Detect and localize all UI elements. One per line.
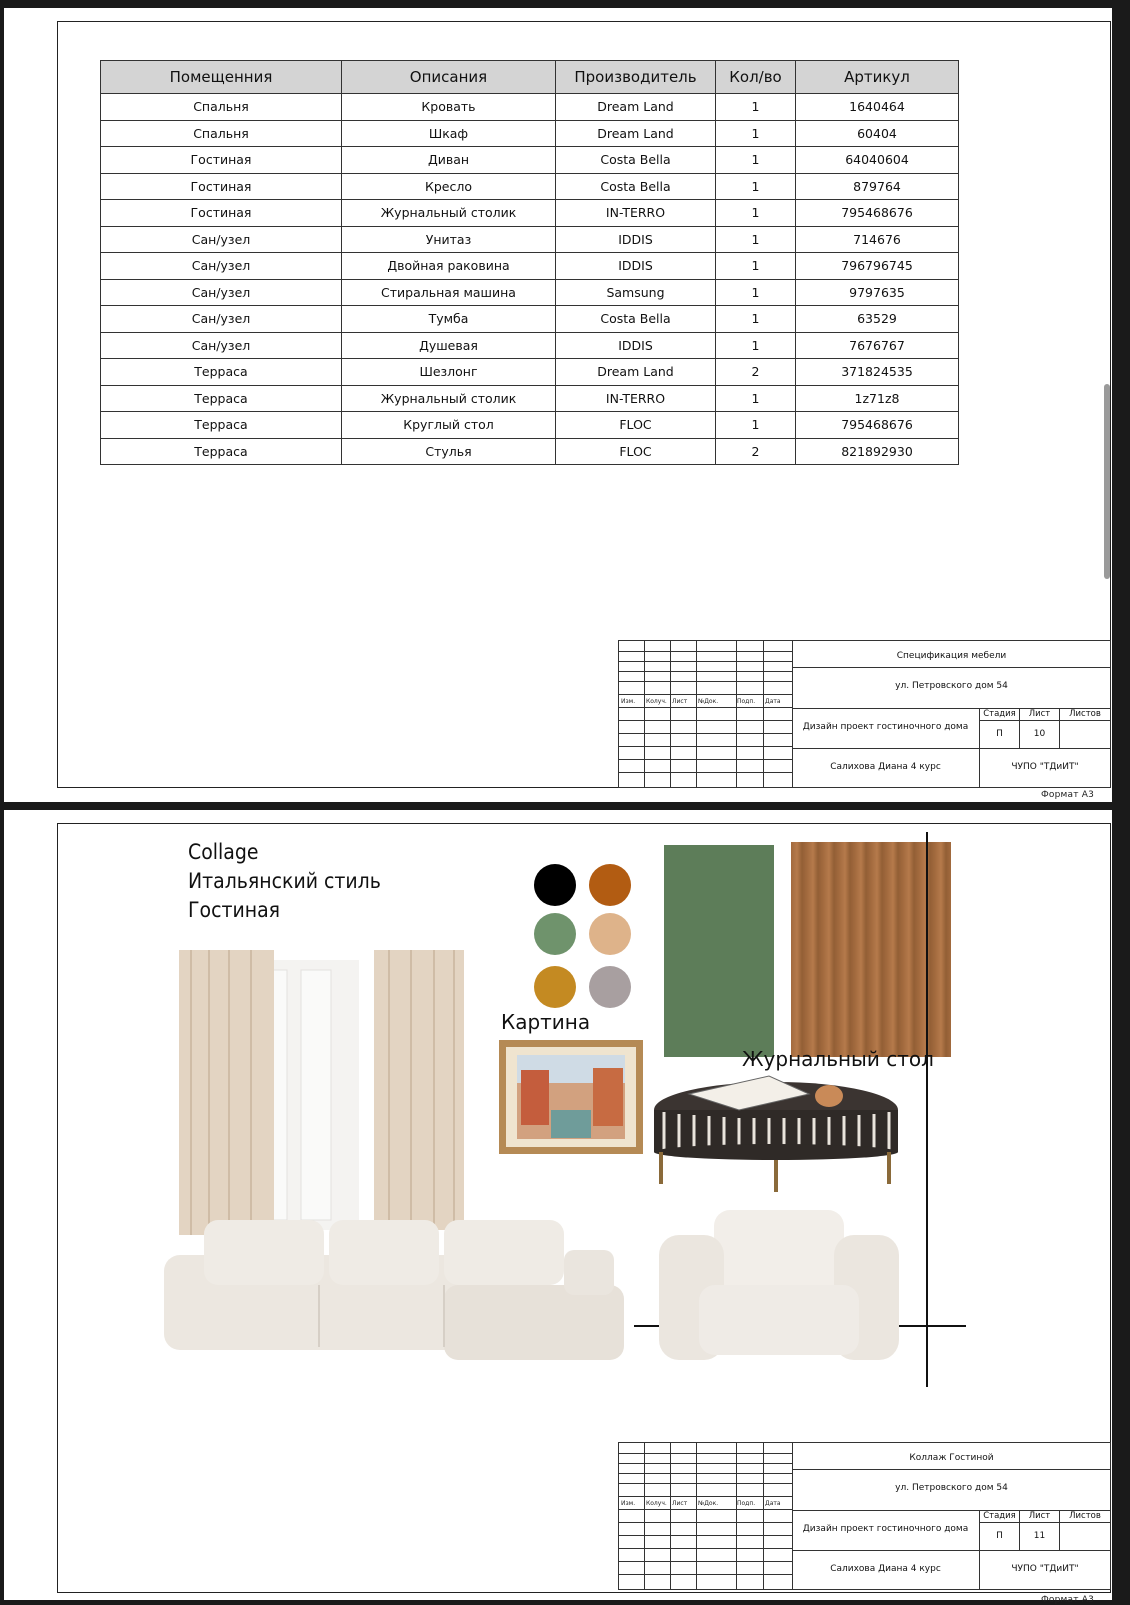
cell-quantity: 1 — [716, 226, 796, 253]
stage-value: П — [996, 1531, 1003, 1541]
cell-description: Тумба — [342, 306, 556, 333]
grid-line — [619, 1473, 792, 1474]
sheet-number: 11 — [1033, 1531, 1046, 1541]
green-plaster-material — [664, 845, 774, 1057]
cell-manufacturer: Dream Land — [556, 359, 716, 386]
table-row — [101, 226, 959, 253]
cell-manufacturer: Samsung — [556, 279, 716, 306]
cell-quantity: 1 — [716, 253, 796, 280]
revision-label: Колуч. — [646, 1500, 667, 1507]
revision-label: Изм. — [621, 698, 636, 705]
table-row — [101, 412, 959, 439]
cell-quantity: 1 — [716, 120, 796, 147]
header-quantity: Кол/во — [716, 61, 796, 94]
cell-article: 63529 — [796, 306, 959, 333]
format-label: Формат А3 — [1040, 790, 1094, 800]
header-description: Описания — [342, 61, 556, 94]
cell-article: 795468676 — [796, 200, 959, 227]
grid-line — [619, 1483, 792, 1484]
header-room: Помещенния — [101, 61, 342, 94]
cell-description: Стиральная машина — [342, 279, 556, 306]
table-row — [101, 94, 959, 121]
cell-room: Гостиная — [101, 200, 342, 227]
sheet-title: Коллаж Гостиной — [909, 1453, 994, 1463]
grid-line — [763, 1443, 764, 1589]
coffee-table-label: Журнальный стол — [742, 1047, 934, 1071]
cell-quantity: 1 — [716, 173, 796, 200]
grid-line — [619, 1522, 792, 1523]
cell-article: 796796745 — [796, 253, 959, 280]
grid-line — [619, 1509, 792, 1510]
grid-line — [644, 641, 645, 787]
grid-line — [619, 671, 792, 672]
cell-room: Гостиная — [101, 147, 342, 174]
address: ул. Петровского дом 54 — [895, 681, 1008, 691]
color-swatch-mustard — [534, 966, 576, 1008]
table-row — [101, 200, 959, 227]
author: Салихова Диана 4 курс — [830, 762, 941, 772]
cell-room: Сан/узел — [101, 226, 342, 253]
grid-line — [619, 759, 792, 760]
format-label: Формат А3 — [1040, 1595, 1094, 1605]
cell-room: Сан/узел — [101, 253, 342, 280]
grid-line — [619, 772, 792, 773]
cell-manufacturer: FLOC — [556, 412, 716, 439]
grid-line — [696, 641, 697, 787]
cell-quantity: 1 — [716, 332, 796, 359]
col-sheets: Листов — [1069, 709, 1101, 719]
cell-description: Шезлонг — [342, 359, 556, 386]
col-stage: Стадия — [983, 1511, 1016, 1521]
grid-line — [619, 733, 792, 734]
grid-line — [619, 746, 792, 747]
painting-image — [499, 1040, 643, 1154]
revision-grid — [619, 1443, 793, 1589]
col-sheet: Лист — [1028, 1511, 1051, 1521]
organization: ЧУПО "ТДиИТ" — [1011, 762, 1079, 772]
cell-manufacturer: IDDIS — [556, 226, 716, 253]
cell-manufacturer: Costa Bella — [556, 173, 716, 200]
grid-line — [619, 1535, 792, 1536]
address: ул. Петровского дом 54 — [895, 1483, 1008, 1493]
cell-description: Кресло — [342, 173, 556, 200]
cell-quantity: 1 — [716, 279, 796, 306]
author: Салихова Диана 4 курс — [830, 1564, 941, 1574]
cell-quantity: 1 — [716, 412, 796, 439]
header-article: Артикул — [796, 61, 959, 94]
cell-description: Душевая — [342, 332, 556, 359]
cell-article: 371824535 — [796, 359, 959, 386]
revision-grid — [619, 641, 793, 787]
sheet-collage — [4, 810, 1112, 1605]
cell-article: 7676767 — [796, 332, 959, 359]
grid-line — [763, 641, 764, 787]
grid-line — [670, 641, 671, 787]
cell-description: Шкаф — [342, 120, 556, 147]
revision-label: Колуч. — [646, 698, 667, 705]
cell-article: 795468676 — [796, 412, 959, 439]
grid-line — [736, 641, 737, 787]
furniture-spec-table — [100, 60, 959, 465]
cell-article: 1z71z8 — [796, 385, 959, 412]
cell-room: Терраса — [101, 412, 342, 439]
scrollbar[interactable] — [1104, 384, 1110, 579]
collage-room: Гостиная — [188, 898, 281, 922]
cell-article: 821892930 — [796, 438, 959, 465]
sheet-specification — [4, 8, 1112, 802]
cell-description: Диван — [342, 147, 556, 174]
col-sheet: Лист — [1028, 709, 1051, 719]
table-row — [101, 120, 959, 147]
grid-line — [644, 1443, 645, 1589]
cell-article: 9797635 — [796, 279, 959, 306]
title-block — [618, 1442, 1111, 1590]
curtains-image — [179, 950, 489, 1240]
table-row — [101, 147, 959, 174]
cell-room: Сан/узел — [101, 306, 342, 333]
grid-line — [619, 651, 792, 652]
cell-article: 1640464 — [796, 94, 959, 121]
title-block — [618, 640, 1111, 788]
cell-quantity: 1 — [716, 147, 796, 174]
table-row — [101, 385, 959, 412]
grid-line — [619, 1574, 792, 1575]
revision-label: Изм. — [621, 1500, 636, 1507]
table-row — [101, 173, 959, 200]
spec-header-row — [101, 61, 959, 94]
revision-label: Дата — [765, 1500, 781, 1507]
cell-quantity: 1 — [716, 94, 796, 121]
cell-room: Спальня — [101, 94, 342, 121]
color-swatch-black — [534, 864, 576, 906]
cell-manufacturer: IN-TERRO — [556, 385, 716, 412]
grid-line — [619, 1496, 792, 1497]
grid-line — [619, 694, 792, 695]
grid-line — [619, 681, 792, 682]
cell-manufacturer: Dream Land — [556, 94, 716, 121]
revision-label: Дата — [765, 698, 781, 705]
cell-room: Терраса — [101, 438, 342, 465]
cell-quantity: 1 — [716, 200, 796, 227]
cell-description: Журнальный столик — [342, 200, 556, 227]
cell-manufacturer: Costa Bella — [556, 147, 716, 174]
table-row — [101, 253, 959, 280]
cell-quantity: 2 — [716, 359, 796, 386]
sheet-title: Спецификация мебели — [896, 651, 1007, 661]
revision-label: №Док. — [698, 698, 719, 705]
cell-room: Сан/узел — [101, 332, 342, 359]
grid-line — [619, 707, 792, 708]
table-row — [101, 332, 959, 359]
project-name: Дизайн проект гостиночного дома — [802, 1524, 969, 1534]
cell-description: Двойная раковина — [342, 253, 556, 280]
header-manufacturer: Производитель — [556, 61, 716, 94]
cell-manufacturer: Dream Land — [556, 120, 716, 147]
revision-label: Лист — [672, 698, 688, 705]
cell-description: Стулья — [342, 438, 556, 465]
grid-line — [619, 1463, 792, 1464]
cell-room: Гостиная — [101, 173, 342, 200]
painting-label: Картина — [501, 1010, 591, 1034]
cell-article: 60404 — [796, 120, 959, 147]
revision-label: №Док. — [698, 1500, 719, 1507]
cell-manufacturer: Costa Bella — [556, 306, 716, 333]
color-swatch-grey — [589, 966, 631, 1008]
cell-quantity: 2 — [716, 438, 796, 465]
col-stage: Стадия — [983, 709, 1016, 719]
project-name: Дизайн проект гостиночного дома — [802, 722, 969, 732]
sofa-image — [164, 1215, 634, 1365]
cell-manufacturer: IN-TERRO — [556, 200, 716, 227]
table-row — [101, 306, 959, 333]
color-swatch-rust — [589, 864, 631, 906]
cell-description: Журнальный столик — [342, 385, 556, 412]
cell-manufacturer: IDDIS — [556, 253, 716, 280]
cell-quantity: 1 — [716, 306, 796, 333]
color-swatch-beige — [589, 913, 631, 955]
cell-quantity: 1 — [716, 385, 796, 412]
cell-description: Унитаз — [342, 226, 556, 253]
grid-line — [670, 1443, 671, 1589]
grid-line — [696, 1443, 697, 1589]
stage-value: П — [996, 729, 1003, 739]
color-swatch-sage — [534, 913, 576, 955]
grid-line — [619, 661, 792, 662]
cell-description: Круглый стол — [342, 412, 556, 439]
cell-room: Терраса — [101, 359, 342, 386]
grid-line — [619, 1453, 792, 1454]
grid-line — [619, 720, 792, 721]
grid-line — [736, 1443, 737, 1589]
cell-article: 714676 — [796, 226, 959, 253]
table-row — [101, 359, 959, 386]
col-sheets: Листов — [1069, 1511, 1101, 1521]
viewer-top-bar — [0, 0, 1130, 8]
grid-line — [619, 1548, 792, 1549]
grid-line — [619, 1561, 792, 1562]
cell-manufacturer: FLOC — [556, 438, 716, 465]
cell-description: Кровать — [342, 94, 556, 121]
coffee-table-image — [649, 1072, 904, 1197]
revision-label: Лист — [672, 1500, 688, 1507]
table-row — [101, 438, 959, 465]
sheet-number: 10 — [1033, 729, 1046, 739]
cell-room: Терраса — [101, 385, 342, 412]
cell-room: Сан/узел — [101, 279, 342, 306]
collage-title: Collage — [188, 840, 259, 864]
table-row — [101, 279, 959, 306]
revision-label: Подп. — [737, 1500, 756, 1507]
collage-style: Итальянский стиль — [188, 869, 381, 893]
revision-label: Подп. — [737, 698, 756, 705]
armchair-image — [654, 1205, 904, 1365]
cell-article: 879764 — [796, 173, 959, 200]
cell-article: 64040604 — [796, 147, 959, 174]
cell-manufacturer: IDDIS — [556, 332, 716, 359]
organization: ЧУПО "ТДиИТ" — [1011, 1564, 1079, 1574]
accent-line-vertical — [926, 832, 928, 1387]
cell-room: Спальня — [101, 120, 342, 147]
